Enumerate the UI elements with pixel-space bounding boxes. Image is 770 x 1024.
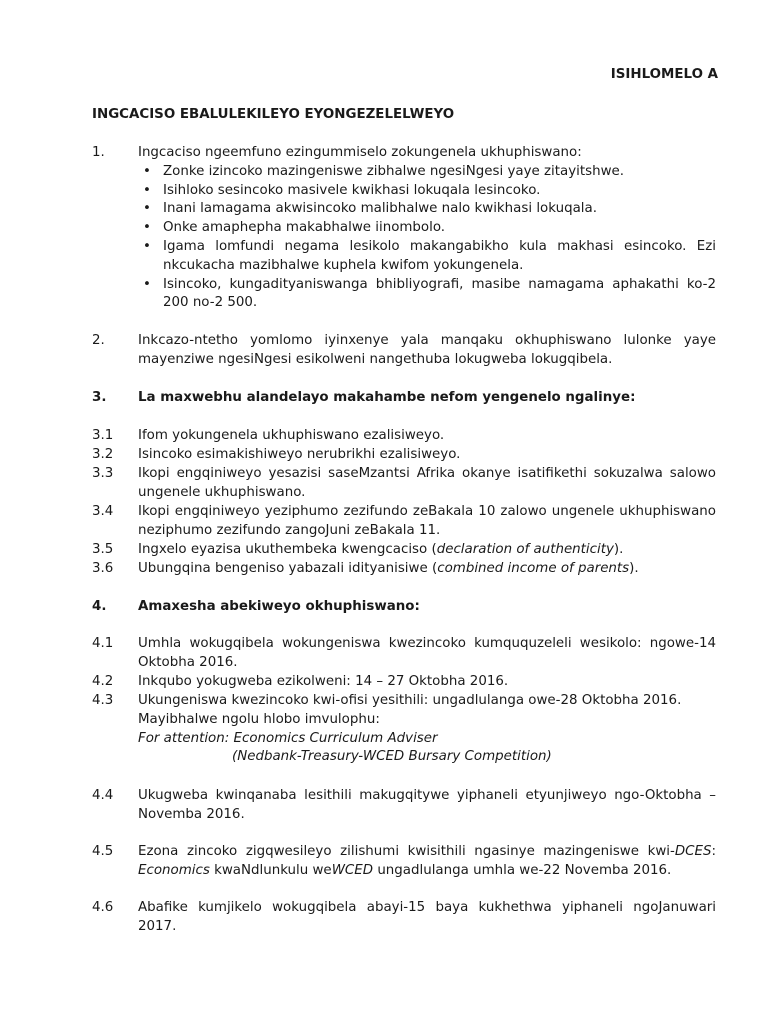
item-number: 4.6 (92, 900, 114, 915)
item-text: Ukungeniswa kwezincoko kwi-ofisi yesithili: ungadlulanga owe-28 Oktobha 2016. (138, 693, 682, 708)
item-text: Ikopi engqiniweyo yesazisi saseMzantsi Afrika okanye isatifikethi sokuzalwa salowo ungenele ukhuphiswano. (138, 466, 716, 500)
item-text: Umhla wokugqibela wokungeniswa kwezincoko kumququzeleli wesikolo: ngowe-14 Oktobha 2016. (138, 636, 716, 670)
item-2 (92, 332, 716, 370)
list-item: • Zonke izincoko mazingeniswe zibhalwe ngesiNgesi yaye zitayitshwe. (138, 163, 716, 182)
bullet-icon: • (143, 182, 151, 198)
item-text: Abafike kumjikelo wokugqibela abayi-15 baya kukhethwa yiphaneli ngoJanuwari 2017. (138, 900, 716, 934)
item-text: Ezona zincoko zigqwesileyo zilishumi kwisithili ngasinye mazingeniswe kwi-DCES: Economics kwaNdlunkulu weWCED ungadlulanga umhla we-22 Novemba 2016. (138, 844, 716, 878)
item-number: 4.5 (92, 844, 114, 859)
item-number: 3.6 (92, 561, 114, 576)
sub-item (92, 787, 716, 825)
sub-item (92, 503, 716, 541)
item-number: 3.4 (92, 504, 114, 519)
item-number: 4.1 (92, 636, 114, 651)
sub-item (92, 692, 716, 767)
item-number: 4.3 (92, 693, 114, 708)
annex-title: ISIHLOMELO A (610, 67, 718, 82)
list-item: • Onke amaphepha makabhalwe iinombolo. (138, 219, 716, 238)
item-number: 3. (92, 390, 107, 405)
bullet-icon: • (143, 163, 151, 179)
item-text: Ikopi engqiniweyo yeziphumo zezifundo zeBakala 10 zalowo ungenele ukhuphiswano neziphumo zezifundo zangoJuni zeBakala 11. (138, 504, 716, 538)
item-text: Isincoko esimakishiweyo nerubrikhi ezalisiweyo. (138, 447, 461, 462)
sub-item (92, 673, 716, 692)
list-item: • Inani lamagama akwisincoko malibhalwe nalo kwikhasi lokuqala. (138, 200, 716, 219)
item-number: 3.3 (92, 466, 114, 481)
sub-item (92, 465, 716, 503)
item-text: La maxwebhu alandelayo makahambe nefom yengenelo ngalinye: (138, 390, 636, 405)
envelope-attention-line: For attention: Economics Curriculum Adviser (138, 730, 438, 746)
bullet-icon: • (143, 238, 151, 254)
item-number: 4. (92, 599, 107, 614)
item-text: Ubungqina bengeniso yabazali idityanisiwe (combined income of parents). (138, 561, 639, 576)
bullet-icon: • (143, 276, 151, 292)
item-number: 3.1 (92, 428, 114, 443)
item-text: Ingcaciso ngeemfuno ezingummiselo zokungenela ukhuphiswano: (138, 145, 582, 160)
bullet-icon: • (143, 220, 151, 236)
sub-item (92, 446, 716, 465)
sub-item (92, 427, 716, 446)
sub-item (92, 541, 716, 560)
section-heading: INGCACISO EBALULEKILEYO EYONGEZELELWEYO (92, 107, 455, 122)
envelope-instruction: Mayibhalwe ngolu hlobo imvulophu: (138, 711, 380, 727)
item-number: 4.4 (92, 788, 114, 803)
item-text: Inkcazo-ntetho yomlomo iyinxenye yala manqaku okhuphiswano lulonke yaye mayenziwe ngesiNgesi esikolweni nangethuba lokugweba lokugqibela. (138, 333, 716, 367)
list-item: • Isihloko sesincoko masivele kwikhasi lokuqala lesincoko. (138, 182, 716, 201)
item-3 (92, 389, 716, 408)
item-text: Ukugweba kwinqanaba lesithili makugqitywe yiphaneli etyunjiweyo ngo-Oktobha – Novemba 2016. (138, 788, 716, 822)
bullet-icon: • (143, 201, 151, 217)
item-number: 4.2 (92, 674, 114, 689)
item-number: 3.2 (92, 447, 114, 462)
sub-item (92, 843, 716, 881)
item-number: 2. (92, 333, 105, 348)
item-number: 3.5 (92, 542, 114, 557)
sub-item (92, 560, 716, 579)
item-1 (92, 144, 716, 313)
sub-item (92, 899, 716, 937)
item-number: 1. (92, 145, 105, 160)
envelope-competition-line: (Nedbank-Treasury-WCED Bursary Competition) (232, 749, 552, 765)
list-item: • Isincoko, kungadityaniswanga bhibliyografi, masibe namagama aphakathi ko-2 200 no-2 500. (143, 276, 716, 311)
item-text: Inkqubo yokugweba ezikolweni: 14 – 27 Oktobha 2016. (138, 674, 509, 689)
item-text: Ifom yokungenela ukhuphiswano ezalisiweyo. (138, 428, 445, 443)
list-item: • Igama lomfundi negama lesikolo makangabikho kula makhasi esincoko. Ezi nkcukacha mazibhalwe kuphela kwifom yokungenela. (143, 238, 716, 273)
item-text: Ingxelo eyazisa ukuthembeka kwengcaciso (declaration of authenticity). (138, 542, 624, 557)
item-text: Amaxesha abekiweyo okhuphiswano: (138, 599, 420, 614)
item-4 (92, 598, 716, 617)
bullet-list (138, 163, 716, 313)
sub-item (92, 635, 716, 673)
